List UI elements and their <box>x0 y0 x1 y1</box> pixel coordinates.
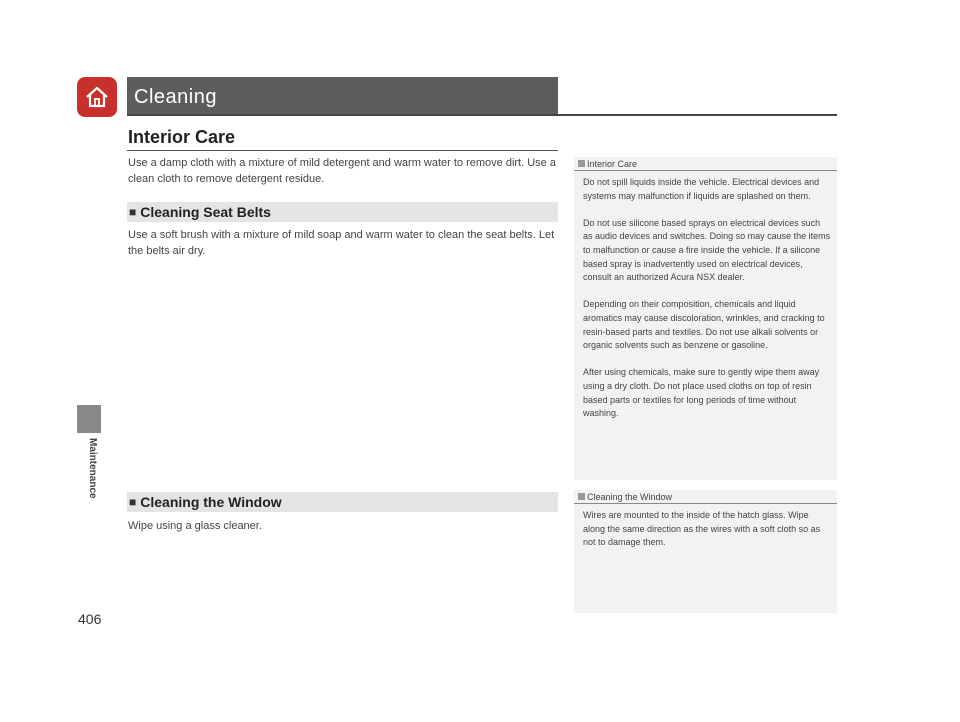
subsection-title: Cleaning the Window <box>140 494 282 510</box>
side-tab-block <box>77 405 101 433</box>
note-panel-window <box>574 490 837 613</box>
subsection-title: Cleaning Seat Belts <box>140 204 271 220</box>
home-icon <box>84 85 110 109</box>
note-body <box>583 509 831 550</box>
home-button[interactable] <box>77 77 117 117</box>
note-body <box>583 176 831 421</box>
note-title <box>578 159 637 169</box>
note-panel-interior-care <box>574 157 837 480</box>
note-rule <box>574 503 837 504</box>
note-rule <box>574 170 837 171</box>
header-rule <box>127 114 837 116</box>
note-paragraph: Wires are mounted to the inside of the hatch glass. Wipe along the same direction as the wires with a soft cloth so as not to damage them. <box>583 510 821 548</box>
square-bullet-icon: ■ <box>129 495 137 509</box>
side-tab-label: Maintenance <box>87 438 98 499</box>
note-marker-icon <box>578 493 585 500</box>
section-title: Interior Care <box>128 127 236 147</box>
note-title-text: Interior Care <box>587 159 638 169</box>
page-title: Cleaning <box>134 86 217 108</box>
section-rule <box>127 150 558 151</box>
page-number: 406 <box>78 611 102 627</box>
intro-text: Use a damp cloth with a mixture of mild detergent and warm water to remove dirt. Use a clean cloth to remove detergent residue. <box>128 157 556 185</box>
seat-belts-text: Use a soft brush with a mixture of mild soap and warm water to clean the seat belts. Let the belts air dry. <box>128 229 555 257</box>
note-marker-icon <box>578 160 585 167</box>
note-paragraph: Do not use silicone based sprays on electrical devices such as audio devices and switches. Doing so may cause the items to malfunction or cause a fire inside the vehicle. If a silicone based spray is inadvertently used on electrical devices, consult an authorized Acura NSX dealer. <box>583 217 831 283</box>
note-paragraph: After using chemicals, make sure to gently wipe them away using a dry cloth. Do not place used cloths on top of resin based parts or textiles for long periods of time without washing. <box>583 367 820 419</box>
note-paragraph: Do not spill liquids inside the vehicle. Electrical devices and systems may malfunction if liquids are splashed on them. <box>583 177 820 201</box>
note-title-text: Cleaning the Window <box>587 492 673 502</box>
window-text: Wipe using a glass cleaner. <box>128 520 262 532</box>
square-bullet-icon: ■ <box>129 205 137 219</box>
subsection-seat-belts-heading <box>127 202 558 222</box>
subsection-window-heading <box>127 492 558 512</box>
note-paragraph: Depending on their composition, chemicals and liquid aromatics may cause discoloration, wrinkles, and cracking to resin-based parts and textiles. Do not use alkali solvents or organic solvents such as benzene or gasoline. <box>583 299 825 351</box>
note-title <box>578 492 672 502</box>
